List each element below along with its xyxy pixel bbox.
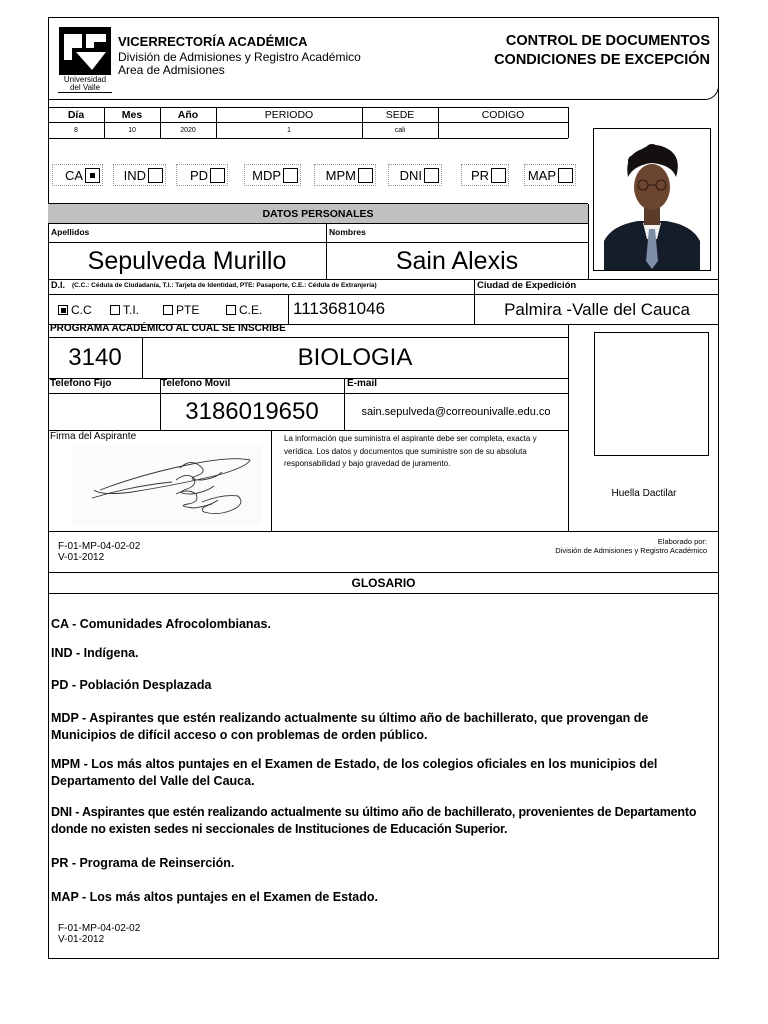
form-version: V-01-2012 xyxy=(58,552,105,563)
university-logo-icon xyxy=(58,26,112,76)
sede-value: cali xyxy=(394,126,406,134)
fingerprint-label: Huella Dactilar xyxy=(611,487,677,499)
condition-map xyxy=(524,164,576,186)
university-name-line-1: Universidad xyxy=(63,75,107,84)
id-type-pte xyxy=(163,303,199,317)
mes-header: Mes xyxy=(121,108,143,121)
dia-header: Día xyxy=(67,108,85,121)
elaborado-value: División de Admisiones y Registro Académico xyxy=(555,546,707,555)
telefono-movil-value: 3186019650 xyxy=(185,398,319,425)
handwritten-signature-icon xyxy=(72,446,262,526)
condition-ca xyxy=(52,164,103,186)
dia-value: 8 xyxy=(74,126,78,134)
vicerrectoria-title: VICERRECTORÍA ACADÉMICA xyxy=(118,34,308,49)
university-logo xyxy=(58,26,112,92)
document-title-1: CONTROL DE DOCUMENTOS xyxy=(505,33,710,49)
email-label: E-mail xyxy=(347,378,378,389)
condition-map-checkbox[interactable] xyxy=(558,168,573,183)
telefono-movil-label: Telefono Movil xyxy=(161,378,231,389)
condition-label: IND xyxy=(123,167,146,183)
glossary-item-mdp: MDP - Aspirantes que estén realizando actualmente su último año de bachillerato, que provengan de Municipios de difícil acceso o con problemas de orden público. xyxy=(51,711,649,742)
glossary-form-version: V-01-2012 xyxy=(58,934,105,945)
id-type-checkbox[interactable] xyxy=(226,305,236,315)
firma-label: Firma del Aspirante xyxy=(50,431,137,442)
applicant-photo-image xyxy=(594,129,710,270)
condition-mpm xyxy=(314,164,376,186)
ciudad-expedicion-value: Palmira -Valle del Cauca xyxy=(504,299,690,319)
condition-pr xyxy=(461,164,509,186)
condition-label: PD xyxy=(189,167,208,183)
periodo-header: PERIODO xyxy=(264,108,314,121)
id-type-label: T.I. xyxy=(123,303,140,317)
applicant-photo xyxy=(593,128,711,271)
disclaimer-text: La información que suministra el aspirante debe ser completa, exacta y verídica. Los datos y documentos que suministre son de su absoluta responsabilidad y bajo gravedad de juramento. xyxy=(284,434,537,468)
codigo-value xyxy=(438,122,568,138)
programa-name: BIOLOGIA xyxy=(297,344,413,371)
id-type-label: PTE xyxy=(176,303,200,317)
email-value: sain.sepulveda@correounivalle.edu.co xyxy=(361,406,551,418)
division-name: División de Admisiones y Registro Académico xyxy=(118,50,361,64)
fingerprint-box xyxy=(594,332,709,456)
condition-dni-checkbox[interactable] xyxy=(424,168,439,183)
condition-pr-checkbox[interactable] xyxy=(491,168,506,183)
condition-ind xyxy=(113,164,166,186)
glossary-item-map: MAP - Los más altos puntajes en el Examen de Estado. xyxy=(51,890,378,904)
condition-ind-checkbox[interactable] xyxy=(148,168,163,183)
codigo-header: CODIGO xyxy=(481,108,525,121)
elaborado-label: Elaborado por: xyxy=(657,537,707,546)
university-name-line-2: del Valle xyxy=(58,83,112,93)
glossary-item-dni: DNI - Aspirantes que estén realizando actualmente su último año de bachillerato, provenientes de Departamento donde no existen sedes ni seccionales de Instituciones de Educación Superior. xyxy=(51,805,697,836)
condition-pd xyxy=(176,164,228,186)
area-name: Area de Admisiones xyxy=(118,63,225,77)
condition-mpm-checkbox[interactable] xyxy=(358,168,373,183)
id-type-checkbox[interactable] xyxy=(58,305,68,315)
programa-code: 3140 xyxy=(68,344,122,371)
condition-label: PR xyxy=(470,167,489,183)
id-type-label: C.E. xyxy=(239,303,263,317)
condition-label: CA xyxy=(64,167,83,183)
condition-label: MAP xyxy=(527,167,556,183)
anio-value: 2020 xyxy=(180,126,196,134)
id-type-label: C.C xyxy=(71,303,92,317)
id-number-value: 1113681046 xyxy=(293,299,386,318)
di-label: D.I. xyxy=(51,280,66,290)
datos-personales-header: DATOS PERSONALES xyxy=(48,204,588,224)
apellidos-label: Apellidos xyxy=(51,227,90,237)
id-type-ce xyxy=(226,303,262,317)
signature-image xyxy=(72,446,262,526)
glosario-title: GLOSARIO xyxy=(48,572,719,594)
glossary-item-ind: IND - Indígena. xyxy=(51,646,139,660)
nombres-label: Nombres xyxy=(329,227,366,237)
condition-mdp xyxy=(244,164,301,186)
sede-header: SEDE xyxy=(385,108,415,121)
condition-label: MDP xyxy=(252,167,281,183)
id-type-checkbox[interactable] xyxy=(163,305,173,315)
form-code: F-01-MP-04-02-02 xyxy=(58,541,141,552)
telefono-fijo-label: Telefono Fijo xyxy=(50,378,112,389)
condition-mdp-checkbox[interactable] xyxy=(283,168,298,183)
mes-value: 10 xyxy=(128,126,136,134)
glossary-form-code: F-01-MP-04-02-02 xyxy=(58,923,141,934)
condition-ca-checkbox[interactable] xyxy=(85,168,100,183)
glossary-item-pr: PR - Programa de Reinserción. xyxy=(51,856,235,870)
id-type-checkbox[interactable] xyxy=(110,305,120,315)
id-type-cc xyxy=(58,303,92,317)
condition-pd-checkbox[interactable] xyxy=(210,168,225,183)
glossary-item-pd: PD - Población Desplazada xyxy=(51,678,212,692)
di-note: (C.C.: Cédula de Ciudadanía, T.I.: Tarjeta de Identidad, PTE: Pasaporte, C.E.: Cédula de Extranjería) xyxy=(72,282,377,289)
glossary-item-mpm: MPM - Los más altos puntajes en el Examen de Estado, de los colegios oficiales en los municipios del Departamento del Valle del Cauca. xyxy=(51,757,658,788)
anio-header: Año xyxy=(177,108,199,121)
programa-label: PROGRAMA ACADÉMICO AL CUAL SE INSCRIBE xyxy=(50,323,286,334)
glossary-item-ca: CA - Comunidades Afrocolombianas. xyxy=(51,617,271,631)
ciudad-expedicion-label: Ciudad de Expedición xyxy=(477,280,577,291)
condition-label: DNI xyxy=(399,167,422,183)
id-type-ti xyxy=(110,303,139,317)
apellidos-value: Sepulveda Murillo xyxy=(87,246,287,275)
nombres-value: Sain Alexis xyxy=(395,246,519,275)
periodo-value: 1 xyxy=(287,126,291,134)
telefono-fijo-value xyxy=(48,394,160,430)
condition-dni xyxy=(388,164,442,186)
document-title-2: CONDICIONES DE EXCEPCIÓN xyxy=(494,52,710,68)
condition-label: MPM xyxy=(325,167,356,183)
